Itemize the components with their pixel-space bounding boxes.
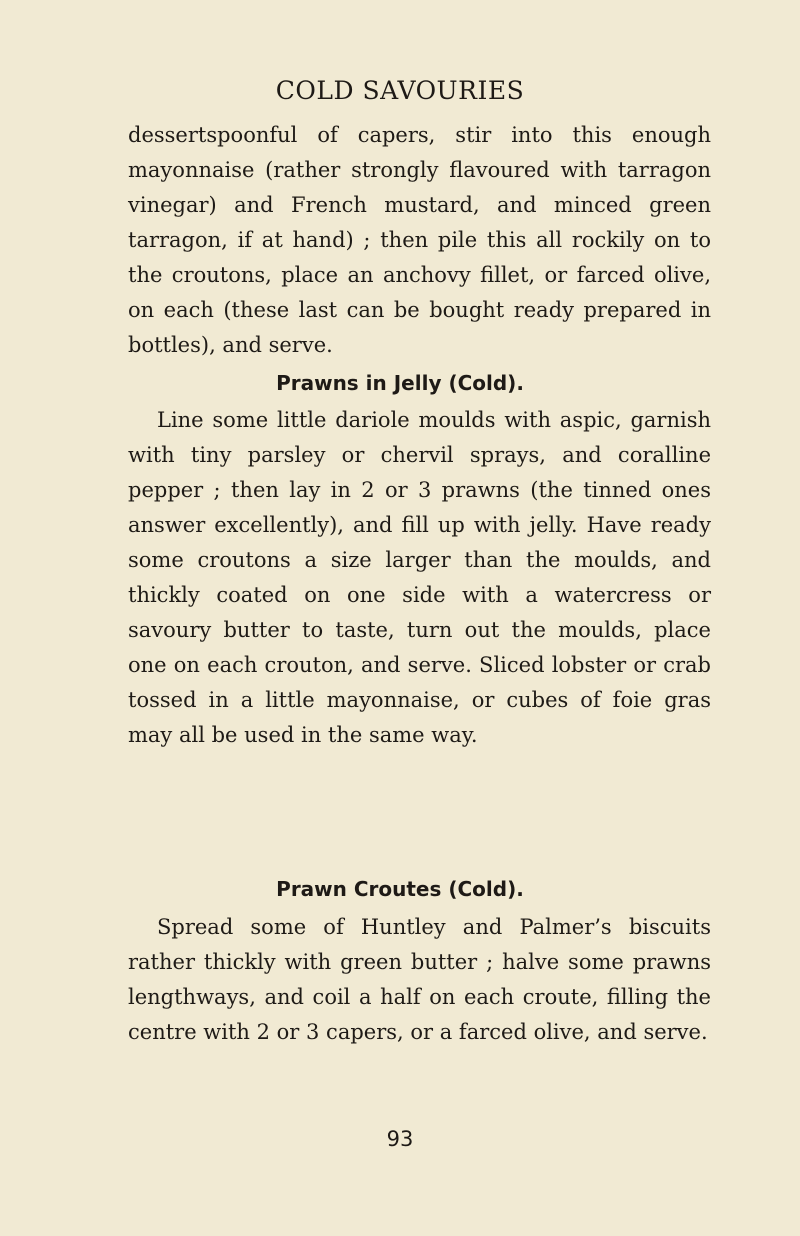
page-number: 93 [386,1127,414,1151]
section-heading-prawn-croutes: Prawn Croutes (Cold). [276,877,524,901]
section-heading-prawns-in-jelly: Prawns in Jelly (Cold). [276,371,524,395]
section-body-prawn-croutes-block [128,910,711,1050]
section-body-prawns-in-jelly: Line some little dariole moulds with aspic, garnish with tiny parsley or chervil sprays, and coralline pepper ; then lay in 2 or 3 prawns (the tinned ones answer excellently), and fill up with jelly. Have ready some croutons a size larger than the moulds, and thickly coated on one side with a watercress or savoury butter to taste, turn out the moulds, place one on each crouton, and serve. Sliced lobster or crab tossed in a little mayonnaise, or cubes of foie gras may all be used in the same way. [128,408,711,747]
section-body-prawn-croutes: Spread some of Huntley and Palmer’s biscuits rather thickly with green butter ; halve some prawns lengthways, and coil a half on each croute, filling the centre with 2 or 3 capers, or a farced olive, and serve. [128,915,711,1044]
continuation-paragraph-block [128,118,711,363]
continuation-paragraph: dessertspoonful of capers, stir into this enough mayonnaise (rather strongly flavoured with tarragon vinegar) and French mustard, and minced green tarragon, if at hand) ; then pile this all rockily on to the croutons, place an anchovy fillet, or farced olive, on each (these last can be bought ready prepared in bottles), and serve. [128,123,711,357]
running-head: COLD SAVOURIES [275,76,525,105]
section-body-prawns-in-jelly-block [128,403,711,753]
